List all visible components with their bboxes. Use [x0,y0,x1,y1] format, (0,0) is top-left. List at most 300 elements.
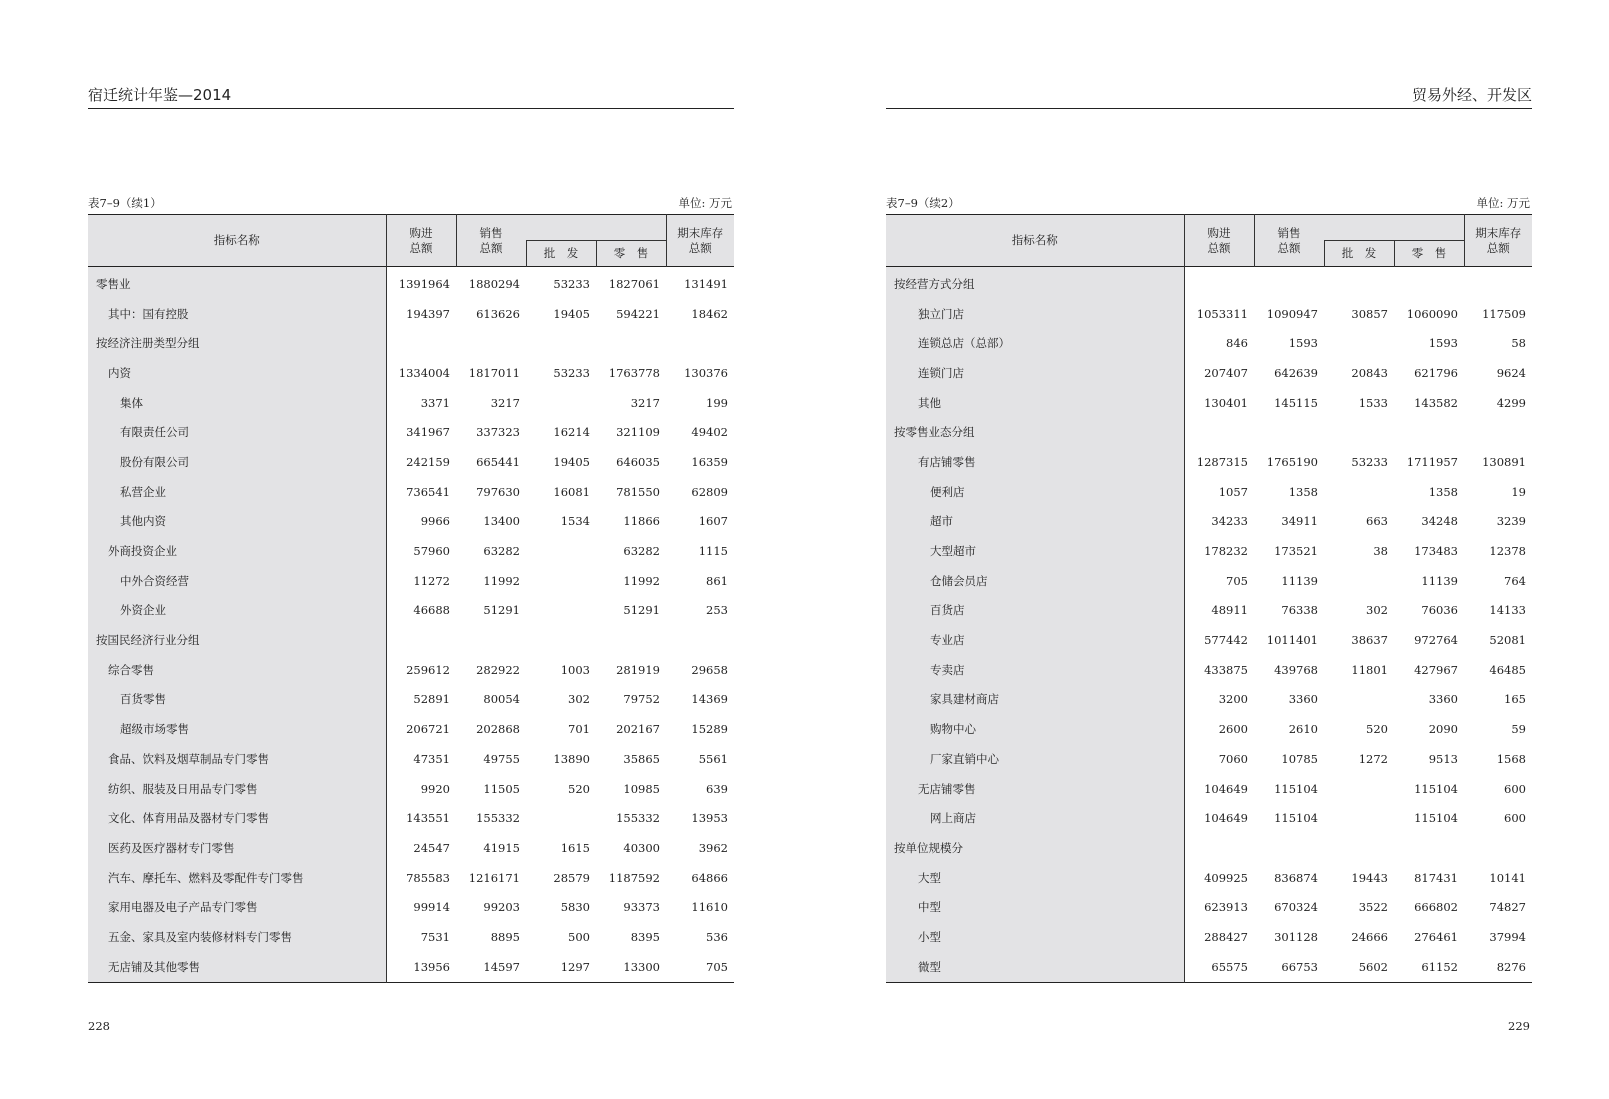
header-sales-breakdown-blank [526,215,666,241]
row-label: 专卖店 [886,655,1184,685]
row-label: 厂家直销中心 [886,744,1184,774]
cell-wholesale [526,803,596,833]
cell-retail: 1711957 [1406,454,1458,469]
cell-sales: 145115 [1274,395,1318,410]
cell-stock: 130891 [1482,454,1526,469]
cell-purchase: 1057 [1218,484,1248,499]
cell-sales: 11992 [483,573,520,588]
cell-wholesale: 5830 [560,900,590,915]
running-head: 贸易外经、开发区 [886,86,1532,109]
cell-sales: 115104 [1274,811,1318,826]
table-row [88,952,734,982]
statistics-table [886,214,1532,983]
cell-retail: 115104 [1414,811,1458,826]
cell-wholesale: 24666 [1351,929,1388,944]
left-page [88,0,734,1099]
cell-wholesale: 53233 [553,365,590,380]
cell-retail: 202167 [616,722,660,737]
cell-sales: 1765190 [1266,454,1318,469]
cell-purchase: 7060 [1218,751,1248,766]
table-row [88,507,734,537]
cell-purchase: 433875 [1204,662,1248,677]
table-row [88,417,734,447]
cell-retail: 9513 [1428,751,1458,766]
cell-wholesale: 20843 [1351,365,1388,380]
row-label: 纺织、服装及日用品专门零售 [88,774,386,804]
header-purchase: 购进 总额 [386,215,456,267]
cell-wholesale: 19405 [553,454,590,469]
cell-purchase: 207407 [1204,365,1248,380]
cell-retail: 3217 [630,395,660,410]
cell-retail: 40300 [623,840,660,855]
cell-purchase [386,328,456,358]
row-label: 其中：国有控股 [88,299,386,329]
cell-wholesale: 38637 [1351,633,1388,648]
cell-stock: 130376 [684,365,728,380]
cell-wholesale: 11801 [1351,662,1388,677]
table-row [886,803,1532,833]
cell-stock: 1607 [698,514,728,529]
cell-sales: 665441 [476,454,520,469]
cell-stock: 861 [706,573,728,588]
cell-stock: 13953 [691,811,728,826]
cell-stock: 8276 [1496,959,1526,974]
table-row [886,596,1532,626]
cell-purchase: 143551 [406,811,450,826]
table-row [886,863,1532,893]
cell-purchase: 206721 [406,722,450,737]
row-label: 中型 [886,892,1184,922]
row-label: 内资 [88,358,386,388]
cell-purchase: 57960 [413,544,450,559]
table-row [88,655,734,685]
cell-sales: 439768 [1274,662,1318,677]
cell-stock: 5561 [698,751,728,766]
cell-wholesale [1324,328,1394,358]
row-label: 百货店 [886,596,1184,626]
cell-stock: 46485 [1489,662,1526,677]
header-wholesale: 批 发 [526,241,596,267]
cell-stock: 37994 [1489,929,1526,944]
table-row [886,922,1532,952]
cell-wholesale [1324,267,1394,299]
table-row [886,892,1532,922]
cell-wholesale [1324,566,1394,596]
cell-sales: 63282 [483,544,520,559]
cell-stock: 3962 [698,840,728,855]
cell-stock: 639 [706,781,728,796]
table-row [886,477,1532,507]
cell-retail: 61152 [1421,959,1458,974]
cell-wholesale: 1533 [1358,395,1388,410]
cell-retail: 115104 [1414,781,1458,796]
cell-retail: 1187592 [608,870,660,885]
row-label: 按经济注册类型分组 [88,328,386,358]
cell-wholesale: 1615 [560,840,590,855]
table-row [886,417,1532,447]
cell-purchase: 99914 [413,900,450,915]
cell-stock: 600 [1504,781,1526,796]
header-sales: 销售 总额 [456,215,526,267]
cell-purchase: 65575 [1211,959,1248,974]
cell-retail: 427967 [1414,662,1458,677]
cell-stock: 18462 [691,306,728,321]
cell-purchase [386,625,456,655]
row-label: 外商投资企业 [88,536,386,566]
page-number: 228 [88,1019,110,1033]
cell-retail: 11139 [1421,573,1458,588]
cell-stock: 11610 [691,900,728,915]
cell-retail: 646035 [616,454,660,469]
table-row [886,566,1532,596]
cell-wholesale: 13890 [553,751,590,766]
table-row [886,833,1532,863]
cell-wholesale: 19443 [1351,870,1388,885]
row-label: 综合零售 [88,655,386,685]
table-row [88,388,734,418]
cell-sales: 41915 [483,840,520,855]
cell-retail: 11992 [623,573,660,588]
table-row [88,536,734,566]
table-title: 表7–9（续1） [88,196,162,210]
row-label: 按零售业态分组 [886,417,1184,447]
cell-retail: 35865 [623,751,660,766]
table-row [886,714,1532,744]
cell-purchase: 104649 [1204,781,1248,796]
cell-retail [1394,267,1464,299]
row-label: 仓储会员店 [886,566,1184,596]
row-label: 按单位规模分 [886,833,1184,863]
right-page [886,0,1532,1099]
row-label: 按经营方式分组 [886,267,1184,299]
row-label: 外资企业 [88,596,386,626]
cell-sales: 11505 [483,781,520,796]
cell-stock: 117509 [1482,306,1526,321]
cell-retail: 3360 [1428,692,1458,707]
cell-sales: 1090947 [1266,306,1318,321]
table-row [88,447,734,477]
cell-sales: 155332 [476,811,520,826]
row-label: 大型超市 [886,536,1184,566]
cell-sales: 642639 [1274,365,1318,380]
header-sales-breakdown-blank [1324,215,1464,241]
cell-wholesale: 500 [568,929,590,944]
cell-stock: 10141 [1489,870,1526,885]
cell-sales: 76338 [1281,603,1318,618]
table-row [88,774,734,804]
cell-wholesale [1324,477,1394,507]
row-label: 小型 [886,922,1184,952]
cell-retail: 93373 [623,900,660,915]
table-row [88,744,734,774]
row-label: 网上商店 [886,803,1184,833]
cell-sales: 3217 [490,395,520,410]
table-row [88,358,734,388]
cell-purchase: 130401 [1204,395,1248,410]
cell-wholesale: 30857 [1351,306,1388,321]
cell-stock: 3239 [1496,514,1526,529]
cell-retail: 276461 [1414,929,1458,944]
cell-sales: 115104 [1274,781,1318,796]
cell-wholesale: 520 [1366,722,1388,737]
table-row [886,952,1532,982]
cell-retail: 781550 [616,484,660,499]
cell-purchase: 736541 [406,484,450,499]
header-stock: 期末库存 总额 [1464,215,1532,267]
cell-stock: 74827 [1489,900,1526,915]
row-label: 汽车、摩托车、燃料及零配件专门零售 [88,863,386,893]
cell-wholesale: 38 [1373,544,1388,559]
cell-retail: 79752 [623,692,660,707]
cell-sales: 1880294 [468,276,520,291]
header-retail: 零 售 [596,241,666,267]
cell-stock [666,625,734,655]
cell-purchase [1184,267,1254,299]
cell-purchase: 9920 [420,781,450,796]
cell-sales: 670324 [1274,900,1318,915]
cell-sales [1254,417,1324,447]
cell-purchase: 341967 [406,425,450,440]
cell-stock: 62809 [691,484,728,499]
cell-retail: 594221 [616,306,660,321]
cell-retail [1394,417,1464,447]
running-head: 宿迁统计年鉴—2014 [88,86,734,109]
cell-stock: 12378 [1489,544,1526,559]
table-row [886,447,1532,477]
table-row [886,744,1532,774]
cell-sales: 10785 [1281,751,1318,766]
cell-wholesale: 1297 [560,959,590,974]
table-row [886,267,1532,299]
cell-purchase: 24547 [413,840,450,855]
cell-purchase: 242159 [406,454,450,469]
cell-sales: 797630 [476,484,520,499]
cell-wholesale [1324,774,1394,804]
row-label: 中外合资经营 [88,566,386,596]
cell-sales: 34911 [1281,514,1318,529]
table-row [88,267,734,299]
cell-retail: 8395 [630,929,660,944]
cell-sales: 3360 [1288,692,1318,707]
cell-sales: 80054 [483,692,520,707]
cell-purchase: 46688 [413,603,450,618]
cell-purchase: 577442 [1204,633,1248,648]
cell-wholesale [526,328,596,358]
table-header [886,215,1532,267]
cell-purchase: 7531 [420,929,450,944]
cell-sales [1254,833,1324,863]
cell-retail [1394,833,1464,863]
cell-purchase: 9966 [420,514,450,529]
cell-retail [596,625,666,655]
header-purchase: 购进 总额 [1184,215,1254,267]
cell-retail: 1763778 [608,365,660,380]
cell-stock: 14369 [691,692,728,707]
cell-purchase: 1334004 [398,365,450,380]
cell-sales: 66753 [1281,959,1318,974]
row-label: 微型 [886,952,1184,982]
table-row [886,655,1532,685]
cell-stock: 15289 [691,722,728,737]
cell-stock: 14133 [1489,603,1526,618]
row-label: 购物中心 [886,714,1184,744]
cell-purchase: 259612 [406,662,450,677]
table-row [886,328,1532,358]
cell-retail: 972764 [1414,633,1458,648]
cell-wholesale: 19405 [553,306,590,321]
row-label: 食品、饮料及烟草制品专门零售 [88,744,386,774]
cell-wholesale: 663 [1366,514,1388,529]
cell-sales: 1011401 [1266,633,1318,648]
cell-retail: 1593 [1428,336,1458,351]
cell-wholesale [1324,833,1394,863]
row-label: 无店铺零售 [886,774,1184,804]
cell-sales: 1358 [1288,484,1318,499]
cell-stock: 19 [1511,484,1526,499]
cell-retail: 63282 [623,544,660,559]
cell-wholesale: 16081 [553,484,590,499]
table-row [88,625,734,655]
cell-wholesale: 5602 [1358,959,1388,974]
cell-retail: 281919 [616,662,660,677]
cell-wholesale: 16214 [553,425,590,440]
table-row [886,625,1532,655]
row-label: 有店铺零售 [886,447,1184,477]
cell-sales: 301128 [1274,929,1318,944]
table-row [88,803,734,833]
cell-sales [456,328,526,358]
cell-wholesale: 1534 [560,514,590,529]
cell-stock: 1115 [698,544,728,559]
cell-sales: 99203 [483,900,520,915]
row-label: 连锁总店（总部） [886,328,1184,358]
cell-retail: 155332 [616,811,660,826]
cell-wholesale [526,566,596,596]
cell-wholesale: 1003 [560,662,590,677]
table-row [88,863,734,893]
cell-purchase: 1391964 [398,276,450,291]
row-label: 家用电器及电子产品专门零售 [88,892,386,922]
table-body [886,267,1532,983]
header-name: 指标名称 [88,215,386,267]
table-row [886,358,1532,388]
cell-sales: 11139 [1281,573,1318,588]
cell-stock: 253 [706,603,728,618]
cell-purchase: 623913 [1204,900,1248,915]
table-row [88,477,734,507]
cell-purchase: 846 [1226,336,1248,351]
table-row [886,536,1532,566]
cell-sales: 613626 [476,306,520,321]
cell-retail: 10985 [623,781,660,796]
row-label: 百货零售 [88,685,386,715]
row-label: 股份有限公司 [88,447,386,477]
cell-sales: 173521 [1274,544,1318,559]
row-label: 有限责任公司 [88,417,386,447]
cell-purchase [1184,417,1254,447]
cell-wholesale: 701 [568,722,590,737]
cell-purchase: 47351 [413,751,450,766]
table-row [88,596,734,626]
cell-purchase: 1287315 [1196,454,1248,469]
row-label: 家具建材商店 [886,685,1184,715]
cell-stock: 59 [1511,722,1526,737]
table-row [88,328,734,358]
row-label: 大型 [886,863,1184,893]
cell-purchase: 52891 [413,692,450,707]
row-label: 私营企业 [88,477,386,507]
cell-sales: 1817011 [468,365,520,380]
cell-retail: 173483 [1414,544,1458,559]
cell-retail: 76036 [1421,603,1458,618]
table-row [88,566,734,596]
row-label: 专业店 [886,625,1184,655]
cell-wholesale: 3522 [1358,900,1388,915]
cell-sales: 202868 [476,722,520,737]
row-label: 文化、体育用品及器材专门零售 [88,803,386,833]
cell-retail: 1060090 [1406,306,1458,321]
cell-stock: 199 [706,395,728,410]
table-caption [886,196,1532,210]
cell-purchase [1184,833,1254,863]
cell-wholesale [526,596,596,626]
cell-wholesale [526,536,596,566]
cell-stock: 1568 [1496,751,1526,766]
cell-retail: 2090 [1428,722,1458,737]
table-caption [88,196,734,210]
table-row [88,892,734,922]
cell-retail: 11866 [623,514,660,529]
cell-purchase: 104649 [1204,811,1248,826]
cell-stock: 536 [706,929,728,944]
row-label: 其他 [886,388,1184,418]
cell-stock: 52081 [1489,633,1526,648]
statistics-table [88,214,734,983]
table-row [886,299,1532,329]
cell-wholesale: 53233 [553,276,590,291]
cell-wholesale [1324,417,1394,447]
cell-retail: 321109 [616,425,660,440]
cell-stock [1464,833,1532,863]
row-label: 其他内资 [88,507,386,537]
cell-sales: 1216171 [468,870,520,885]
cell-stock: 9624 [1496,365,1526,380]
header-retail: 零 售 [1394,241,1464,267]
cell-sales: 14597 [483,959,520,974]
cell-wholesale [1324,685,1394,715]
cell-stock: 29658 [691,662,728,677]
cell-stock: 600 [1504,811,1526,826]
cell-purchase: 2600 [1218,722,1248,737]
table-row [88,714,734,744]
row-label: 五金、家具及室内装修材料专门零售 [88,922,386,952]
cell-sales: 282922 [476,662,520,677]
cell-retail: 34248 [1421,514,1458,529]
cell-purchase: 3200 [1218,692,1248,707]
cell-purchase: 705 [1226,573,1248,588]
cell-retail: 621796 [1414,365,1458,380]
table-row [88,833,734,863]
cell-wholesale [526,388,596,418]
cell-stock [1464,267,1532,299]
cell-stock: 58 [1511,336,1526,351]
unit-label: 单位: 万元 [1476,196,1530,210]
row-label: 独立门店 [886,299,1184,329]
row-label: 超级市场零售 [88,714,386,744]
cell-sales: 49755 [483,751,520,766]
row-label: 集体 [88,388,386,418]
row-label: 超市 [886,507,1184,537]
